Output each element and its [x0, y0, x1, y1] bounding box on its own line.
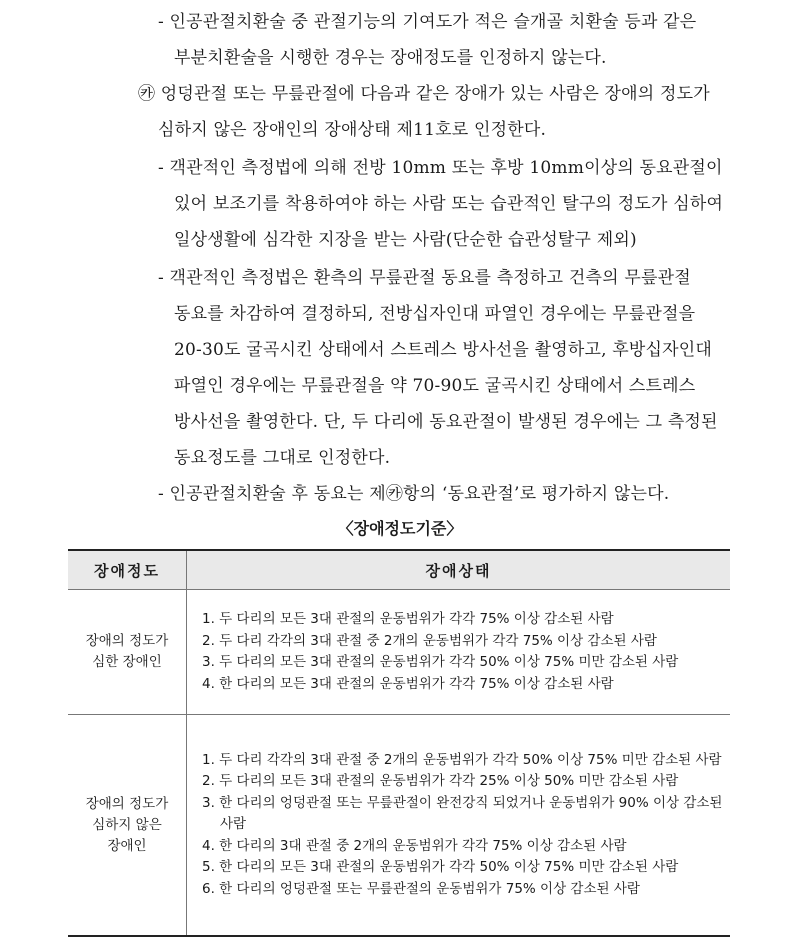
grade-cell: 장애의 정도가 심한 장애인 — [68, 590, 187, 715]
paragraph-line: 있어 보조기를 착용하여야 하는 사람 또는 습관적인 탈구의 정도가 심하여 — [174, 194, 724, 214]
list-item: 6. 한 다리의 엉덩관절 또는 무릎관절의 운동범위가 75% 이상 감소된 사람 — [202, 880, 640, 897]
status-list — [188, 609, 729, 695]
list-item: 4. 한 다리의 모든 3대 관절의 운동범위가 각각 75% 이상 감소된 사람 — [202, 675, 614, 692]
list-item: 3. 두 다리의 모든 3대 관절의 운동범위가 각각 50% 이상 75% 미만 감소된 사람 — [202, 654, 679, 670]
paragraph-line: 심하지 않은 장애인의 장애상태 제11호로 인정한다. — [158, 120, 547, 140]
list-item: 2. 두 다리의 모든 3대 관절의 운동범위가 각각 25% 이상 50% 미만 감소된 사람 — [202, 773, 679, 790]
paragraph-line: 20-30도 굴곡시킨 상태에서 스트레스 방사선을 촬영하고, 후방십자인대 — [174, 340, 713, 360]
list-item: 3. 한 다리의 엉덩관절 또는 무릎관절이 완전강직 되었거나 운동범위가 90% 이상 감소된 사람 — [202, 794, 723, 833]
disability-criteria-table — [68, 549, 730, 937]
paragraph-line: - 인공관절치환술 후 동요는 제㉸항의 ‘동요관절’로 평가하지 않는다. — [158, 484, 670, 504]
list-item: 2. 두 다리 각각의 3대 관절 중 2개의 운동범위가 각각 75% 이상 감소된 사람 — [202, 632, 657, 649]
paragraph-line: - 객관적인 측정법은 환측의 무릎관절 동요를 측정하고 건측의 무릎관절 — [158, 268, 691, 288]
list-item: 1. 두 다리의 모든 3대 관절의 운동범위가 각각 75% 이상 감소된 사람 — [202, 611, 614, 627]
paragraph-line: - 인공관절치환술 중 관절기능의 기여도가 적은 슬개골 치환술 등과 같은 — [158, 12, 697, 32]
list-item: 1. 두 다리 각각의 3대 관절 중 2개의 운동범위가 각각 50% 이상 75% 미만 감소된 사람 — [202, 751, 722, 768]
header-grade: 장애정도 — [68, 550, 187, 590]
table-caption: 〈장애정도기준〉 — [337, 519, 463, 538]
list-item: 4. 한 다리의 3대 관절 중 2개의 운동범위가 각각 75% 이상 감소된 사람 — [202, 837, 627, 854]
table-row — [68, 715, 730, 937]
paragraph-line: 방사선을 촬영한다. 단, 두 다리에 동요관절이 발생된 경우에는 그 측정된 — [174, 412, 718, 432]
list-item: 5. 한 다리의 모든 3대 관절의 운동범위가 각각 50% 이상 75% 미만 감소된 사람 — [202, 859, 679, 876]
paragraph-line: - 객관적인 측정법에 의해 전방 10mm 또는 후방 10mm이상의 동요관절이 — [158, 158, 723, 178]
status-cell — [187, 715, 731, 937]
paragraph-line: 동요정도를 그대로 인정한다. — [174, 448, 391, 468]
header-status: 장애상태 — [187, 550, 731, 590]
status-cell — [187, 590, 731, 715]
table-row — [68, 590, 730, 715]
grade-cell: 장애의 정도가 심하지 않은 장애인 — [68, 715, 187, 937]
paragraph-line: ㉸ 엉덩관절 또는 무릎관절에 다음과 같은 장애가 있는 사람은 장애의 정도가 — [138, 84, 710, 104]
paragraph-line: 부분치환술을 시행한 경우는 장애정도를 인정하지 않는다. — [174, 48, 607, 68]
status-list — [188, 750, 729, 901]
paragraph-line: 동요를 차감하여 결정하되, 전방십자인대 파열인 경우에는 무릎관절을 — [174, 304, 696, 324]
paragraph-line: 일상생활에 심각한 지장을 받는 사람(단순한 습관성탈구 제외) — [174, 230, 637, 250]
paragraph-line: 파열인 경우에는 무릎관절을 약 70-90도 굴곡시킨 상태에서 스트레스 — [174, 376, 696, 396]
table-header-row — [68, 550, 730, 590]
